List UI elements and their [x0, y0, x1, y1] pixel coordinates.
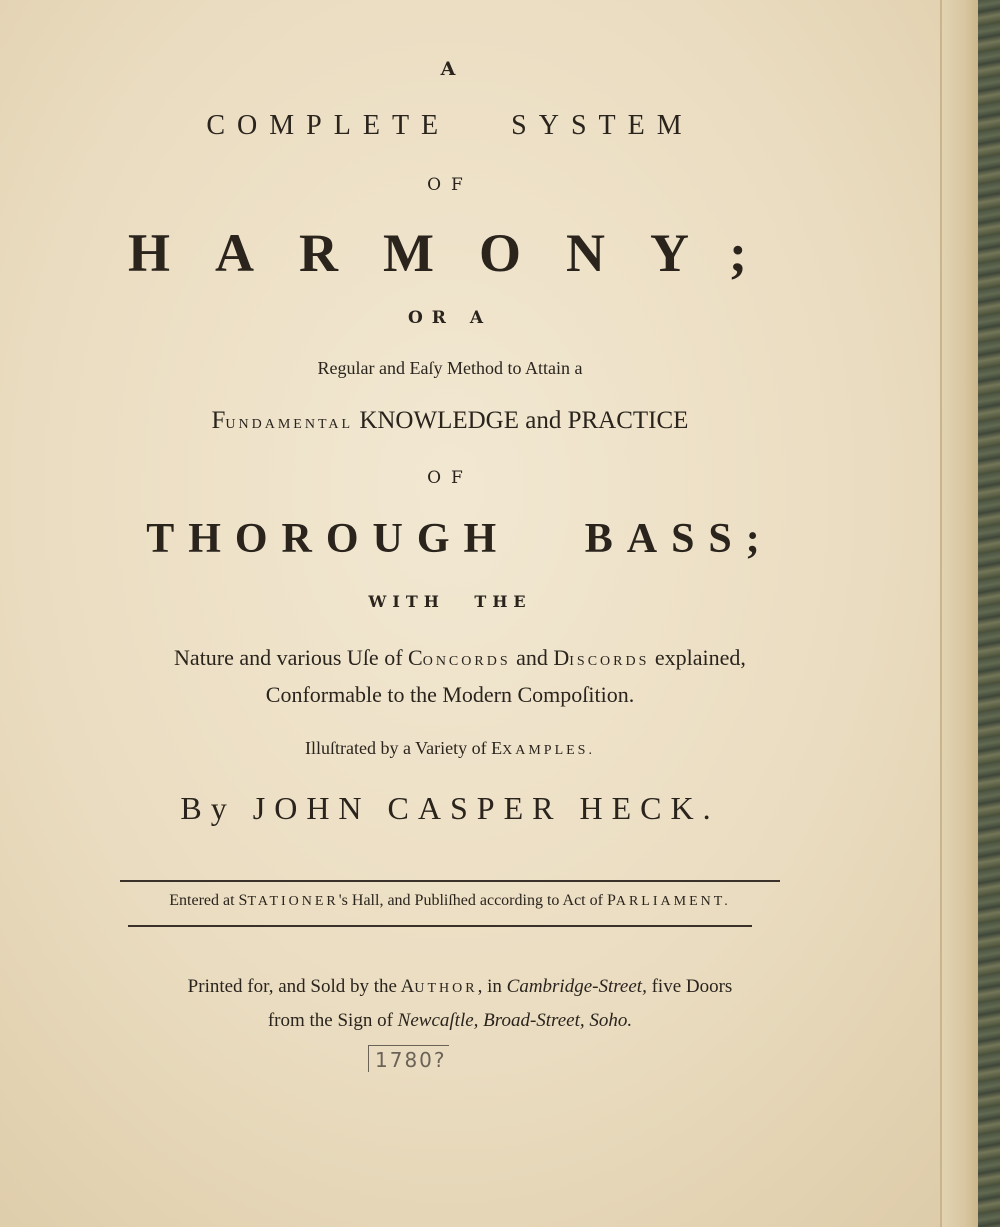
- entered-notice: [90, 892, 810, 910]
- cambridge-street: Cambridge-Street,: [506, 976, 647, 997]
- title-harmony: HARMONY;: [128, 223, 792, 283]
- concords-smallcaps: ONCORDS: [422, 654, 511, 669]
- examples-smallcaps: XAMPLES.: [502, 743, 595, 758]
- title-or-a: OR A: [407, 308, 493, 328]
- imprint-line-2: [100, 1010, 800, 1032]
- nature-seg5: explained,: [649, 645, 746, 670]
- title-of-2: OF: [427, 468, 473, 488]
- broad-street: Broad-Street,: [483, 1010, 585, 1031]
- subtitle-illustrated: [100, 738, 800, 759]
- title-thorough-bass: THOROUGH BASS;: [146, 516, 774, 562]
- marbled-cover-edge: [978, 0, 1000, 1227]
- author-line: By JOHN CASPER HECK.: [180, 790, 720, 826]
- fundamental-smallcaps: UNDAMENTAL: [225, 417, 354, 432]
- imprint2-seg1: from the Sign of: [267, 1010, 398, 1031]
- subtitle-nature-concords: [80, 645, 840, 671]
- discords-smallcaps: ISCORDS: [569, 654, 650, 669]
- entered-seg1: Entered at S: [169, 892, 248, 909]
- subtitle-conformable: Conformable to the Modern Compoſition.: [265, 682, 635, 707]
- soho: Soho.: [589, 1010, 633, 1031]
- entered-seg3: 's Hall, and Publiſhed according to Act of P: [338, 892, 616, 909]
- title-complete-system: COMPLETE SYSTEM: [206, 110, 694, 141]
- rule-top: [120, 880, 780, 882]
- parliament-smallcaps: ARLIAMENT.: [615, 894, 731, 909]
- title-with-the: WITH THE: [368, 592, 532, 611]
- knowledge-practice: KNOWLEDGE and PRACTICE: [353, 407, 689, 434]
- nature-seg1: Nature and various Uſe of C: [174, 645, 423, 670]
- subtitle-fundamental-knowledge: [100, 407, 800, 435]
- nature-seg3: and D: [510, 645, 570, 670]
- stationer-smallcaps: TATIONER: [247, 894, 339, 909]
- imprint1-seg1: Printed for, and Sold by the A: [187, 976, 415, 997]
- imprint-line-1: [80, 976, 840, 998]
- fundamental-initial: F: [211, 407, 226, 434]
- title-of-1: OF: [427, 175, 473, 195]
- imprint1-seg5: five Doors: [646, 976, 733, 997]
- title-article: A: [440, 58, 460, 80]
- imprint1-seg3: , in: [477, 976, 507, 997]
- rule-bottom: [128, 925, 752, 927]
- subtitle-regular-method: Regular and Eaſy Method to Attain a: [317, 358, 583, 378]
- author-smallcaps: UTHOR: [414, 981, 478, 996]
- handwritten-date-note: [368, 1045, 449, 1072]
- illustrated-seg1: Illuſtrated by a Variety of E: [305, 738, 503, 758]
- newcastle: Newcaſtle,: [397, 1010, 479, 1031]
- handwritten-date: 1780?: [368, 1045, 449, 1072]
